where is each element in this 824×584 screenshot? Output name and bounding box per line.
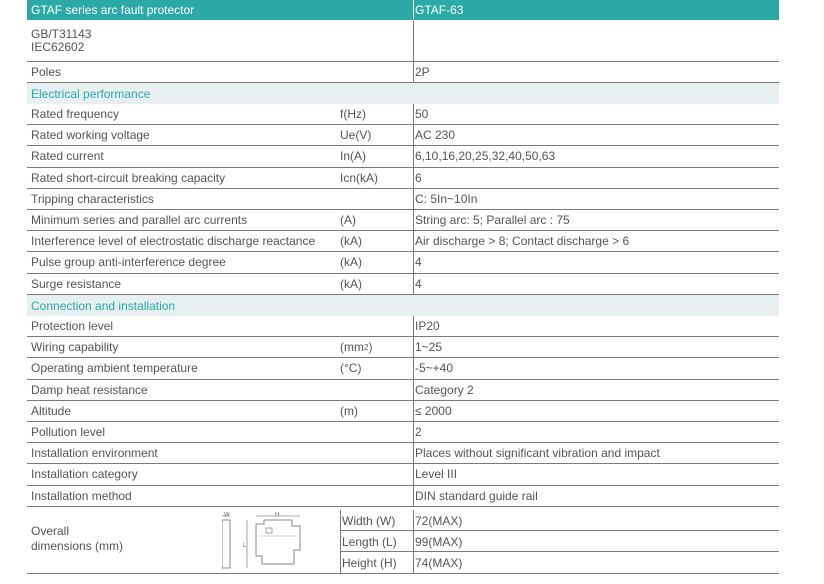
spec-label: Installation category (31, 467, 138, 482)
table-row (27, 274, 779, 295)
spec-label: Damp heat resistance (31, 382, 148, 397)
dimension-value: 74(MAX) (413, 552, 779, 573)
spec-value-cell (413, 443, 660, 463)
spec-label: Surge resistance (31, 276, 122, 291)
dimension-unit: Length (L) (342, 534, 397, 549)
spec-value-cell (413, 168, 422, 188)
device-outline-icon (222, 512, 322, 572)
spec-value: IP20 (415, 319, 440, 334)
spec-label: Tripping characteristics (31, 191, 154, 206)
spec-label: Altitude (31, 403, 72, 418)
spec-value-cell (413, 316, 440, 336)
spec-value-cell (413, 486, 538, 506)
spec-value-cell (413, 401, 452, 421)
spec-value: Level III (415, 467, 458, 482)
spec-label: Rated short-circuit breaking capacity (31, 170, 226, 185)
spec-value: 2 (415, 425, 422, 440)
spec-value: 4 (415, 255, 422, 270)
spec-unit-sup: 2 (364, 342, 369, 352)
spec-value-cell (413, 274, 422, 294)
dimension-row (340, 552, 779, 573)
spec-unit: (kA) (340, 255, 362, 270)
spec-value-cell (413, 422, 422, 442)
table-row (27, 380, 779, 401)
poles-label: Poles (31, 65, 62, 79)
standards-row (27, 20, 779, 62)
spec-value: C: 5In~10In (415, 191, 478, 206)
spec-label: Installation environment (31, 446, 158, 461)
spec-value-cell (413, 358, 453, 378)
spec-value: Air discharge > 8; Contact discharge > 6 (415, 234, 630, 249)
spec-value: 4 (415, 276, 422, 291)
table-row (27, 168, 779, 189)
spec-value-cell (413, 337, 442, 357)
spec-value: String arc: 5; Parallel arc : 75 (415, 213, 570, 228)
poles-value-cell (413, 62, 430, 82)
spec-value: -5~+40 (415, 361, 454, 376)
table-row (27, 401, 779, 422)
standards-value (413, 20, 414, 61)
table-row (27, 422, 779, 443)
standards-list (31, 20, 91, 61)
spec-value: DIN standard guide rail (415, 488, 538, 503)
section-electrical (27, 83, 779, 104)
spec-value: Category 2 (415, 382, 474, 397)
sketch-h-label: H (275, 512, 280, 518)
table-row (27, 486, 779, 507)
dimension-row (340, 510, 779, 531)
spec-unit-text: (mm (340, 340, 364, 355)
dimensions-label (31, 524, 123, 554)
table-row (27, 146, 779, 167)
table-row (27, 464, 779, 485)
dimension-unit: Height (H) (342, 555, 397, 570)
section-title: Electrical performance (31, 86, 151, 101)
spec-label: Interference level of electrostatic discharge reactance (31, 234, 316, 249)
dimensions-block (27, 510, 779, 574)
table-row (27, 210, 779, 231)
model-cell (413, 0, 463, 20)
table-row (27, 337, 779, 358)
dimensions-label-line: Overall (31, 524, 70, 538)
table-row (27, 231, 779, 252)
spec-value-cell (413, 464, 457, 484)
spec-value-cell (413, 125, 455, 145)
spec-value-cell (413, 380, 474, 400)
sketch-l-label: L (243, 543, 247, 549)
poles-row (27, 62, 779, 83)
spec-label: Minimum series and parallel arc currents (31, 213, 248, 228)
spec-unit-end: ) (368, 340, 373, 355)
table-row (27, 189, 779, 210)
spec-value: 6,10,16,20,25,32,40,50,63 (415, 149, 556, 164)
spec-value: 6 (415, 170, 422, 185)
spec-label: Operating ambient temperature (31, 361, 198, 376)
spec-label: Wiring capability (31, 340, 119, 355)
dimensions-label-line: dimensions (mm) (31, 539, 124, 553)
dimension-row (340, 531, 779, 552)
spec-label: Rated current (31, 149, 104, 164)
table-row (27, 316, 779, 337)
spec-unit: (A) (340, 213, 356, 228)
spec-unit: Ue(V) (340, 128, 372, 143)
spec-unit: (kA) (340, 234, 362, 249)
spec-unit: f(Hz) (340, 107, 366, 122)
section-connection (27, 295, 779, 316)
product-title: GTAF series arc fault protector (31, 3, 195, 17)
spec-label: Pollution level (31, 425, 106, 440)
spec-value-cell (413, 189, 477, 209)
spec-unit: (m) (340, 403, 358, 418)
spec-label: Pulse group anti-interference degree (31, 255, 226, 270)
spec-label: Installation method (31, 488, 132, 503)
poles-value: 2P (415, 65, 430, 79)
table-header (27, 0, 779, 20)
sketch-w-label: W (224, 512, 230, 518)
spec-value: AC 230 (415, 128, 456, 143)
dimension-value: 99(MAX) (413, 531, 779, 552)
spec-unit: Icn(kA) (340, 170, 379, 185)
spec-label: Rated frequency (31, 107, 120, 122)
spec-unit: In(A) (340, 149, 367, 164)
spec-value-cell (413, 146, 555, 166)
standard-item: IEC62602 (31, 39, 85, 54)
spec-label: Protection level (31, 319, 114, 334)
spec-unit (340, 337, 372, 357)
dimension-value: 72(MAX) (413, 510, 779, 531)
spec-value: Places without significant vibration and impact (415, 446, 660, 461)
table-row (27, 252, 779, 273)
spec-label: Rated working voltage (31, 128, 150, 143)
table-row (27, 104, 779, 125)
dimension-unit: Width (W) (342, 513, 396, 528)
table-row (27, 358, 779, 379)
spec-value: 50 (415, 107, 429, 122)
spec-unit: (°C) (340, 361, 362, 376)
model-name: GTAF-63 (415, 3, 464, 17)
standard-item: GB/T31143 (31, 26, 92, 41)
spec-value-cell (413, 210, 570, 230)
spec-value: 1~25 (415, 340, 443, 355)
spec-value: ≤ 2000 (415, 403, 452, 418)
table-row (27, 125, 779, 146)
table-row (27, 443, 779, 464)
section-title: Connection and installation (31, 298, 176, 313)
spec-value-cell (413, 252, 422, 272)
spec-value-cell (413, 104, 428, 124)
spec-unit: (kA) (340, 276, 362, 291)
spec-value-cell (413, 231, 629, 251)
